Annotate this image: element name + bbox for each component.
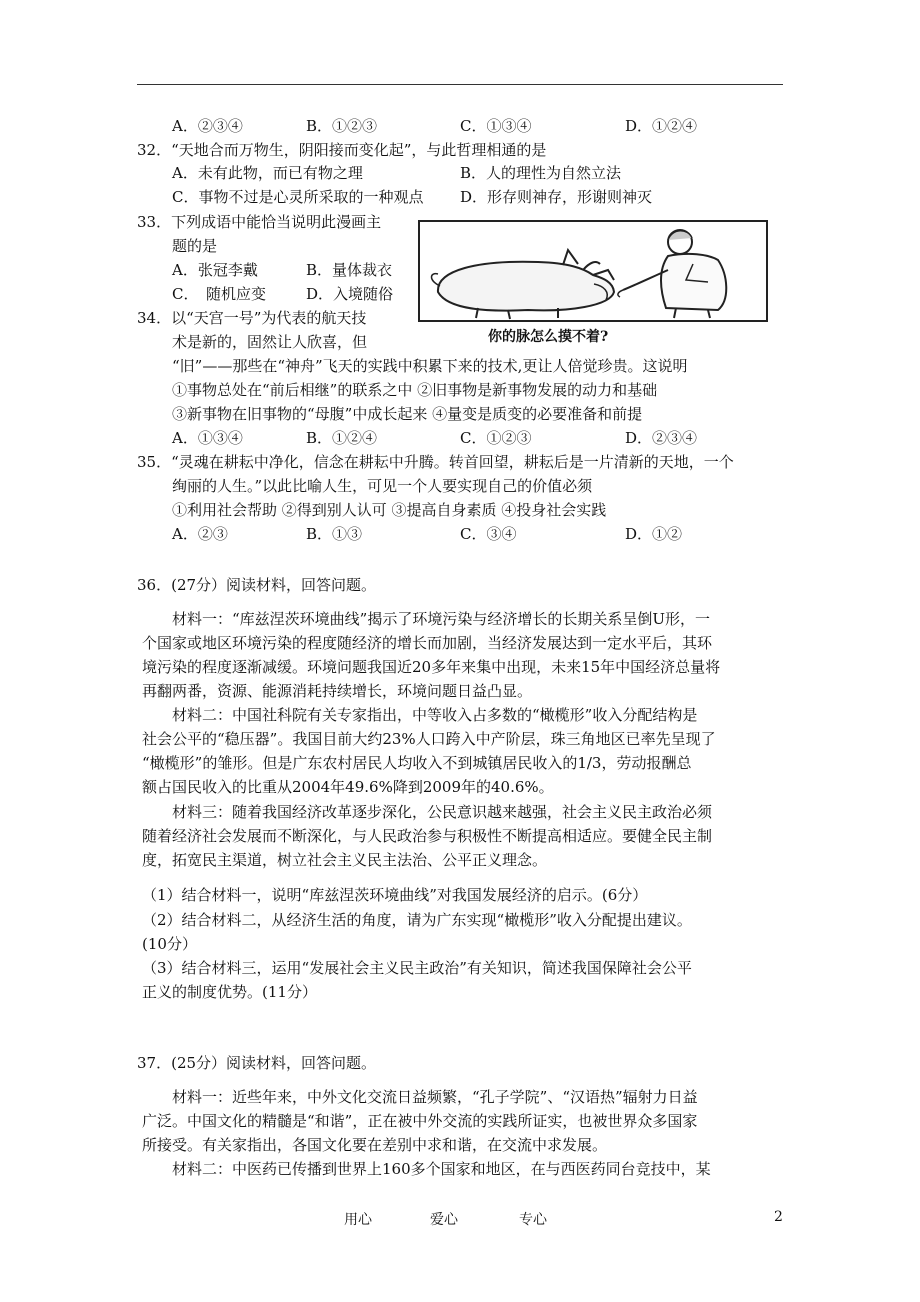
- q34-option-b: B．①②④: [306, 429, 378, 447]
- q37-material2-line1: 材料二：中医药已传播到世界上160多个国家和地区，在与西医药同台竞技中，某: [172, 1160, 711, 1178]
- q32-stem: 32．“天地合而万物生，阴阳接而变化起”，与此哲理相通的是: [137, 141, 547, 159]
- q36-material1-line2: 个国家或地区环境污染的程度随经济的增长而加剧，当经济发展达到一定水平后，其环: [142, 634, 713, 652]
- q36-material1-line3: 境污染的程度逐渐减缓。环境问题我国近20多年来集中出现，未来15年中国经济总量将: [142, 658, 721, 676]
- q35-option-c: C．③④: [460, 525, 517, 543]
- q32-option-d: D．形存则神存，形谢则神灭: [460, 188, 653, 206]
- q36-material2-line4: 额占国民收入的比重从2004年49.6%降到2009年的40.6%。: [142, 778, 554, 796]
- footer-right-text: 专心: [519, 1212, 547, 1228]
- q37-material1-line2: 广泛。中国文化的精髓是“和谐”，正在被中外交流的实践所证实，也被世界众多国家: [142, 1112, 698, 1130]
- q33-option-a: A．张冠李戴: [172, 261, 258, 279]
- q36-material1-line4: 再翻两番，资源、能源消耗持续增长，环境问题日益凸显。: [142, 682, 533, 700]
- q35-option-b: B．①③: [306, 525, 363, 543]
- q32-option-c: C．事物不过是心灵所采取的一种观点: [172, 188, 424, 206]
- q34-option-d: D．②③④: [625, 429, 698, 447]
- q36-question3-line1: （3）结合材料三，运用“发展社会主义民主政治”有关知识，简述我国保障社会公平: [142, 959, 692, 977]
- q36-material3-line2: 随着经济社会发展而不断深化，与人民政治参与积极性不断提高相适应。要健全民主制: [142, 827, 713, 845]
- q36-question3-line2: 正义的制度优势。(11分）: [142, 983, 317, 1001]
- q35-option-a: A．②③: [172, 525, 228, 543]
- q33-option-c: C． 随机应变: [172, 285, 266, 303]
- footer-left-text: 用心: [344, 1212, 372, 1228]
- q34-stem-line1: 34．以“天宫一号”为代表的航天技: [137, 309, 367, 327]
- q37-material1-line3: 所接受。有关家指出，各国文化要在差别中求和谐，在交流中求发展。: [142, 1136, 608, 1154]
- q36-question1: （1）结合材料一，说明“库兹涅茨环境曲线”对我国发展经济的启示。(6分）: [142, 886, 648, 904]
- q34-stem-line2: 术是新的，固然让人欣喜，但: [172, 333, 368, 351]
- q31-option-d: D．①②④: [625, 117, 698, 135]
- q34-stem-line3: “旧”——那些在“神舟”飞天的实践中积累下来的技术,更让人倍觉珍贵。这说明: [172, 357, 688, 375]
- q35-stem-line1: 35．“灵魂在耕耘中净化，信念在耕耘中升腾。转首回望，耕耘后是一片清新的天地，一个: [137, 453, 734, 471]
- page-number: 2: [774, 1209, 783, 1225]
- q34-items-line2: ③新事物在旧事物的“母腹”中成长起来 ④量变是质变的必要准备和前提: [172, 405, 643, 423]
- q36-question2-line1: （2）结合材料二，从经济生活的角度，请为广东实现“橄榄形”收入分配提出建议。: [142, 911, 692, 929]
- q34-items-line1: ①事物总处在“前后相继”的联系之中 ②旧事物是新事物发展的动力和基础: [172, 381, 658, 399]
- q37-material1-line1: 材料一：近些年来，中外文化交流日益频繁，“孔子学院”、“汉语热”辐射力日益: [172, 1088, 698, 1106]
- q34-option-a: A．①③④: [172, 429, 243, 447]
- q35-stem-line2: 绚丽的人生。”以此比喻人生，可见一个人要实现自己的价值必须: [172, 477, 593, 495]
- q33-cartoon-caption: 你的脉怎么摸不着?: [488, 329, 609, 345]
- q31-option-c: C．①③④: [460, 117, 532, 135]
- q35-option-d: D．①②: [625, 525, 683, 543]
- q33-option-b: B．量体裁衣: [306, 261, 393, 279]
- q36-heading: 36．(27分）阅读材料，回答问题。: [137, 576, 377, 594]
- q37-heading: 37．(25分）阅读材料，回答问题。: [137, 1054, 377, 1072]
- q31-option-a: A．②③④: [172, 117, 243, 135]
- q33-stem-line1: 33．下列成语中能恰当说明此漫画主: [137, 213, 382, 231]
- header-rule: [137, 84, 783, 85]
- q33-option-d: D．入境随俗: [306, 285, 394, 303]
- q36-material2-line2: 社会公平的“稳压器”。我国目前大约23%人口跨入中产阶层，珠三角地区已率先呈现了: [142, 730, 716, 748]
- q36-material1-line1: 材料一：“库兹涅茨环境曲线”揭示了环境污染与经济增长的长期关系呈倒U形，一: [172, 610, 710, 628]
- q36-material3-line3: 度，拓宽民主渠道，树立社会主义民主法治、公平正义理念。: [142, 851, 548, 869]
- q36-material2-line1: 材料二：中国社科院有关专家指出，中等收入占多数的“橄榄形”收入分配结构是: [172, 706, 698, 724]
- q32-option-b: B．人的理性为自然立法: [460, 164, 622, 182]
- q36-material3-line1: 材料三：随着我国经济改革逐步深化，公民意识越来越强，社会主义民主政治必须: [172, 803, 713, 821]
- q31-option-b: B．①②③: [306, 117, 378, 135]
- q33-stem-line2: 题的是: [172, 237, 218, 255]
- footer-middle-text: 爱心: [430, 1212, 458, 1228]
- q36-material2-line3: “橄榄形”的雏形。但是广东农村居民人均收入不到城镇居民收入的1/3，劳动报酬总: [142, 754, 692, 772]
- q36-question2-line2: (10分）: [142, 935, 197, 953]
- q35-items: ①利用社会帮助 ②得到别人认可 ③提高自身素质 ④投身社会实践: [172, 501, 607, 519]
- q34-option-c: C．①②③: [460, 429, 532, 447]
- q32-option-a: A．未有此物，而已有物之理: [172, 164, 363, 182]
